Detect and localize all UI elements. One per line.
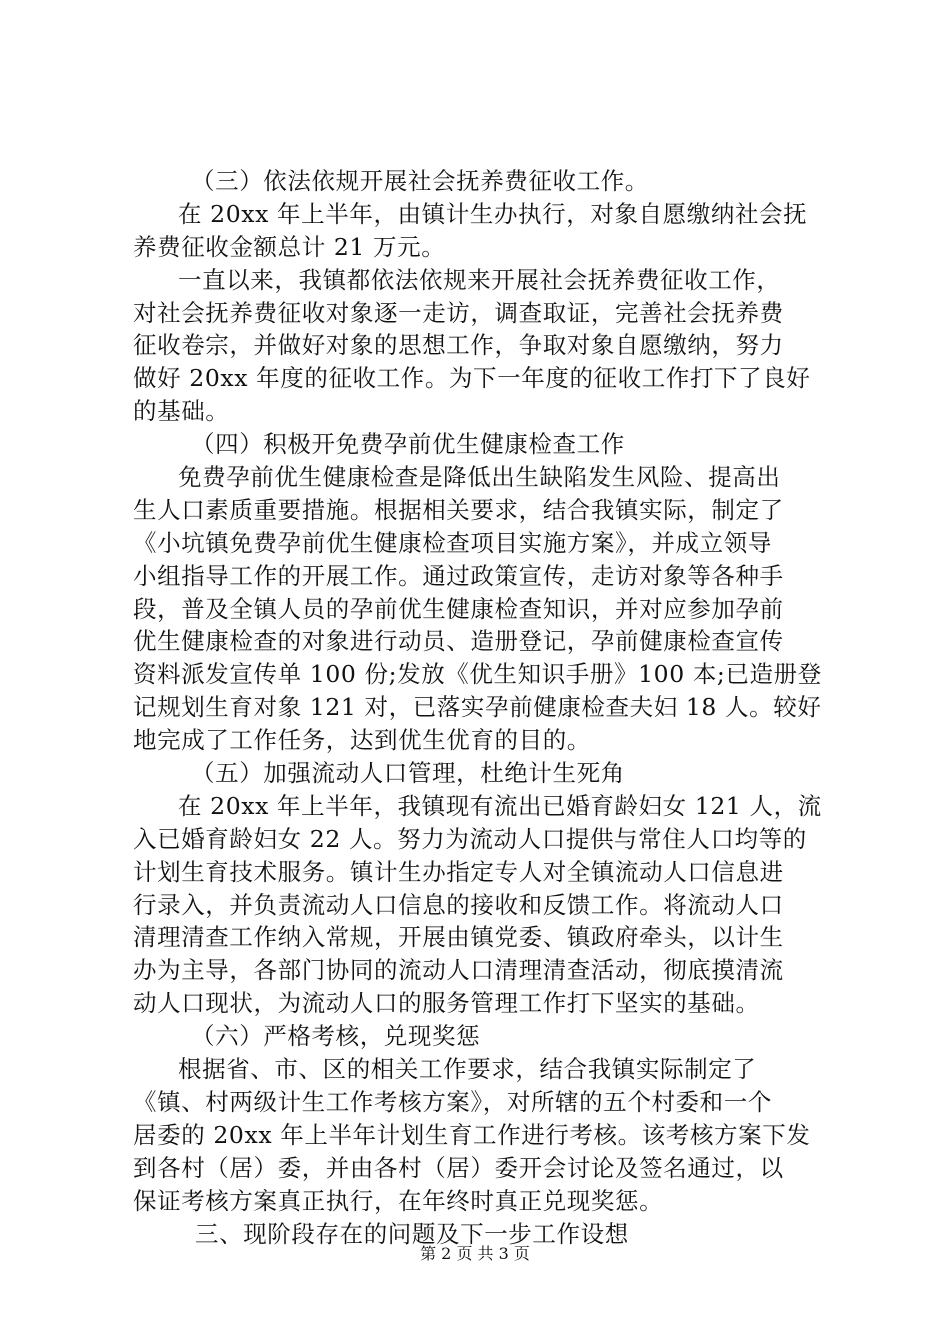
paragraph-line: 免费孕前优生健康检查是降低出生缺陷发生风险、提高出	[178, 463, 781, 492]
paragraph-line: 对社会抚养费征收对象逐一走访，调查取证，完善社会抚养费	[133, 298, 784, 327]
section-heading-part-3: 三、现阶段存在的问题及下一步工作设想	[195, 1219, 629, 1248]
section-heading-3: （三）依法依规开展社会抚养费征收工作。	[191, 167, 649, 195]
section-heading-4: （四）积极开免费孕前优生健康检查工作	[191, 430, 625, 459]
page-footer: 第 2 页 共 3 页	[420, 1244, 530, 1263]
paragraph-line: 生人口素质重要措施。根据相关要求，结合我镇实际，制定了	[133, 495, 784, 524]
paragraph-line: 养费征收金额总计 21 万元。	[133, 232, 446, 261]
paragraph-line: 做好 20xx 年度的征收工作。为下一年度的征收工作打下了良好	[133, 364, 811, 393]
paragraph-line: 到各村（居）委，并由各村（居）委开会讨论及签名通过，以	[133, 1153, 784, 1182]
paragraph-line: 在 20xx 年上半年，我镇现有流出已婚育龄妇女 121 人，流	[178, 791, 822, 820]
paragraph-line: 的基础。	[133, 397, 230, 426]
paragraph-line: 《镇、村两级计生工作考核方案》，对所辖的五个村委和一个	[133, 1087, 772, 1116]
section-heading-6: （六）严格考核，兑现奖惩	[191, 1022, 481, 1051]
paragraph-line: 《小坑镇免费孕前优生健康检查项目实施方案》，并成立领导	[133, 528, 772, 557]
paragraph-line: 行录入，并负责流动人口信息的接收和反馈工作。将流动人口	[133, 890, 784, 919]
paragraph-line: 计划生育技术服务。镇计生办指定专人对全镇流动人口信息进	[133, 857, 784, 886]
paragraph-line: 一直以来，我镇都依法依规来开展社会抚养费征收工作，	[178, 265, 781, 294]
paragraph-line: 保证考核方案真正执行，在年终时真正兑现奖惩。	[133, 1186, 664, 1215]
paragraph-line: 办为主导，各部门协同的流动人口清理清查活动，彻底摸清流	[133, 956, 784, 985]
paragraph-line: 动人口现状，为流动人口的服务管理工作打下坚实的基础。	[133, 989, 760, 1018]
paragraph-line: 居委的 20xx 年上半年计划生育工作进行考核。该考核方案下发	[133, 1120, 811, 1149]
paragraph-line: 地完成了工作任务，达到优生优育的目的。	[133, 726, 591, 755]
paragraph-line: 小组指导工作的开展工作。通过政策宣传，走访对象等各种手	[133, 561, 784, 590]
paragraph-line: 征收卷宗，并做好对象的思想工作，争取对象自愿缴纳，努力	[133, 331, 784, 360]
paragraph-line: 根据省、市、区的相关工作要求，结合我镇实际制定了	[178, 1055, 757, 1084]
paragraph-line: 段，普及全镇人员的孕前优生健康检查知识，并对应参加孕前	[133, 594, 784, 623]
paragraph-line: 资料派发宣传单 100 份;发放《优生知识手册》100 本;已造册登	[133, 660, 822, 689]
section-heading-5: （五）加强流动人口管理，杜绝计生死角	[191, 759, 625, 788]
paragraph-line: 记规划生育对象 121 对，已落实孕前健康检查夫妇 18 人。较好	[133, 693, 822, 722]
paragraph-line: 在 20xx 年上半年，由镇计生办执行，对象自愿缴纳社会抚	[178, 199, 808, 228]
document-body	[133, 165, 833, 1250]
paragraph-line: 入已婚育龄妇女 22 人。努力为流动人口提供与常住人口均等的	[133, 824, 807, 853]
paragraph-line: 清理清查工作纳入常规，开展由镇党委、镇政府牵头，以计生	[133, 923, 784, 952]
paragraph-line: 优生健康检查的对象进行动员、造册登记，孕前健康检查宣传	[133, 627, 784, 656]
